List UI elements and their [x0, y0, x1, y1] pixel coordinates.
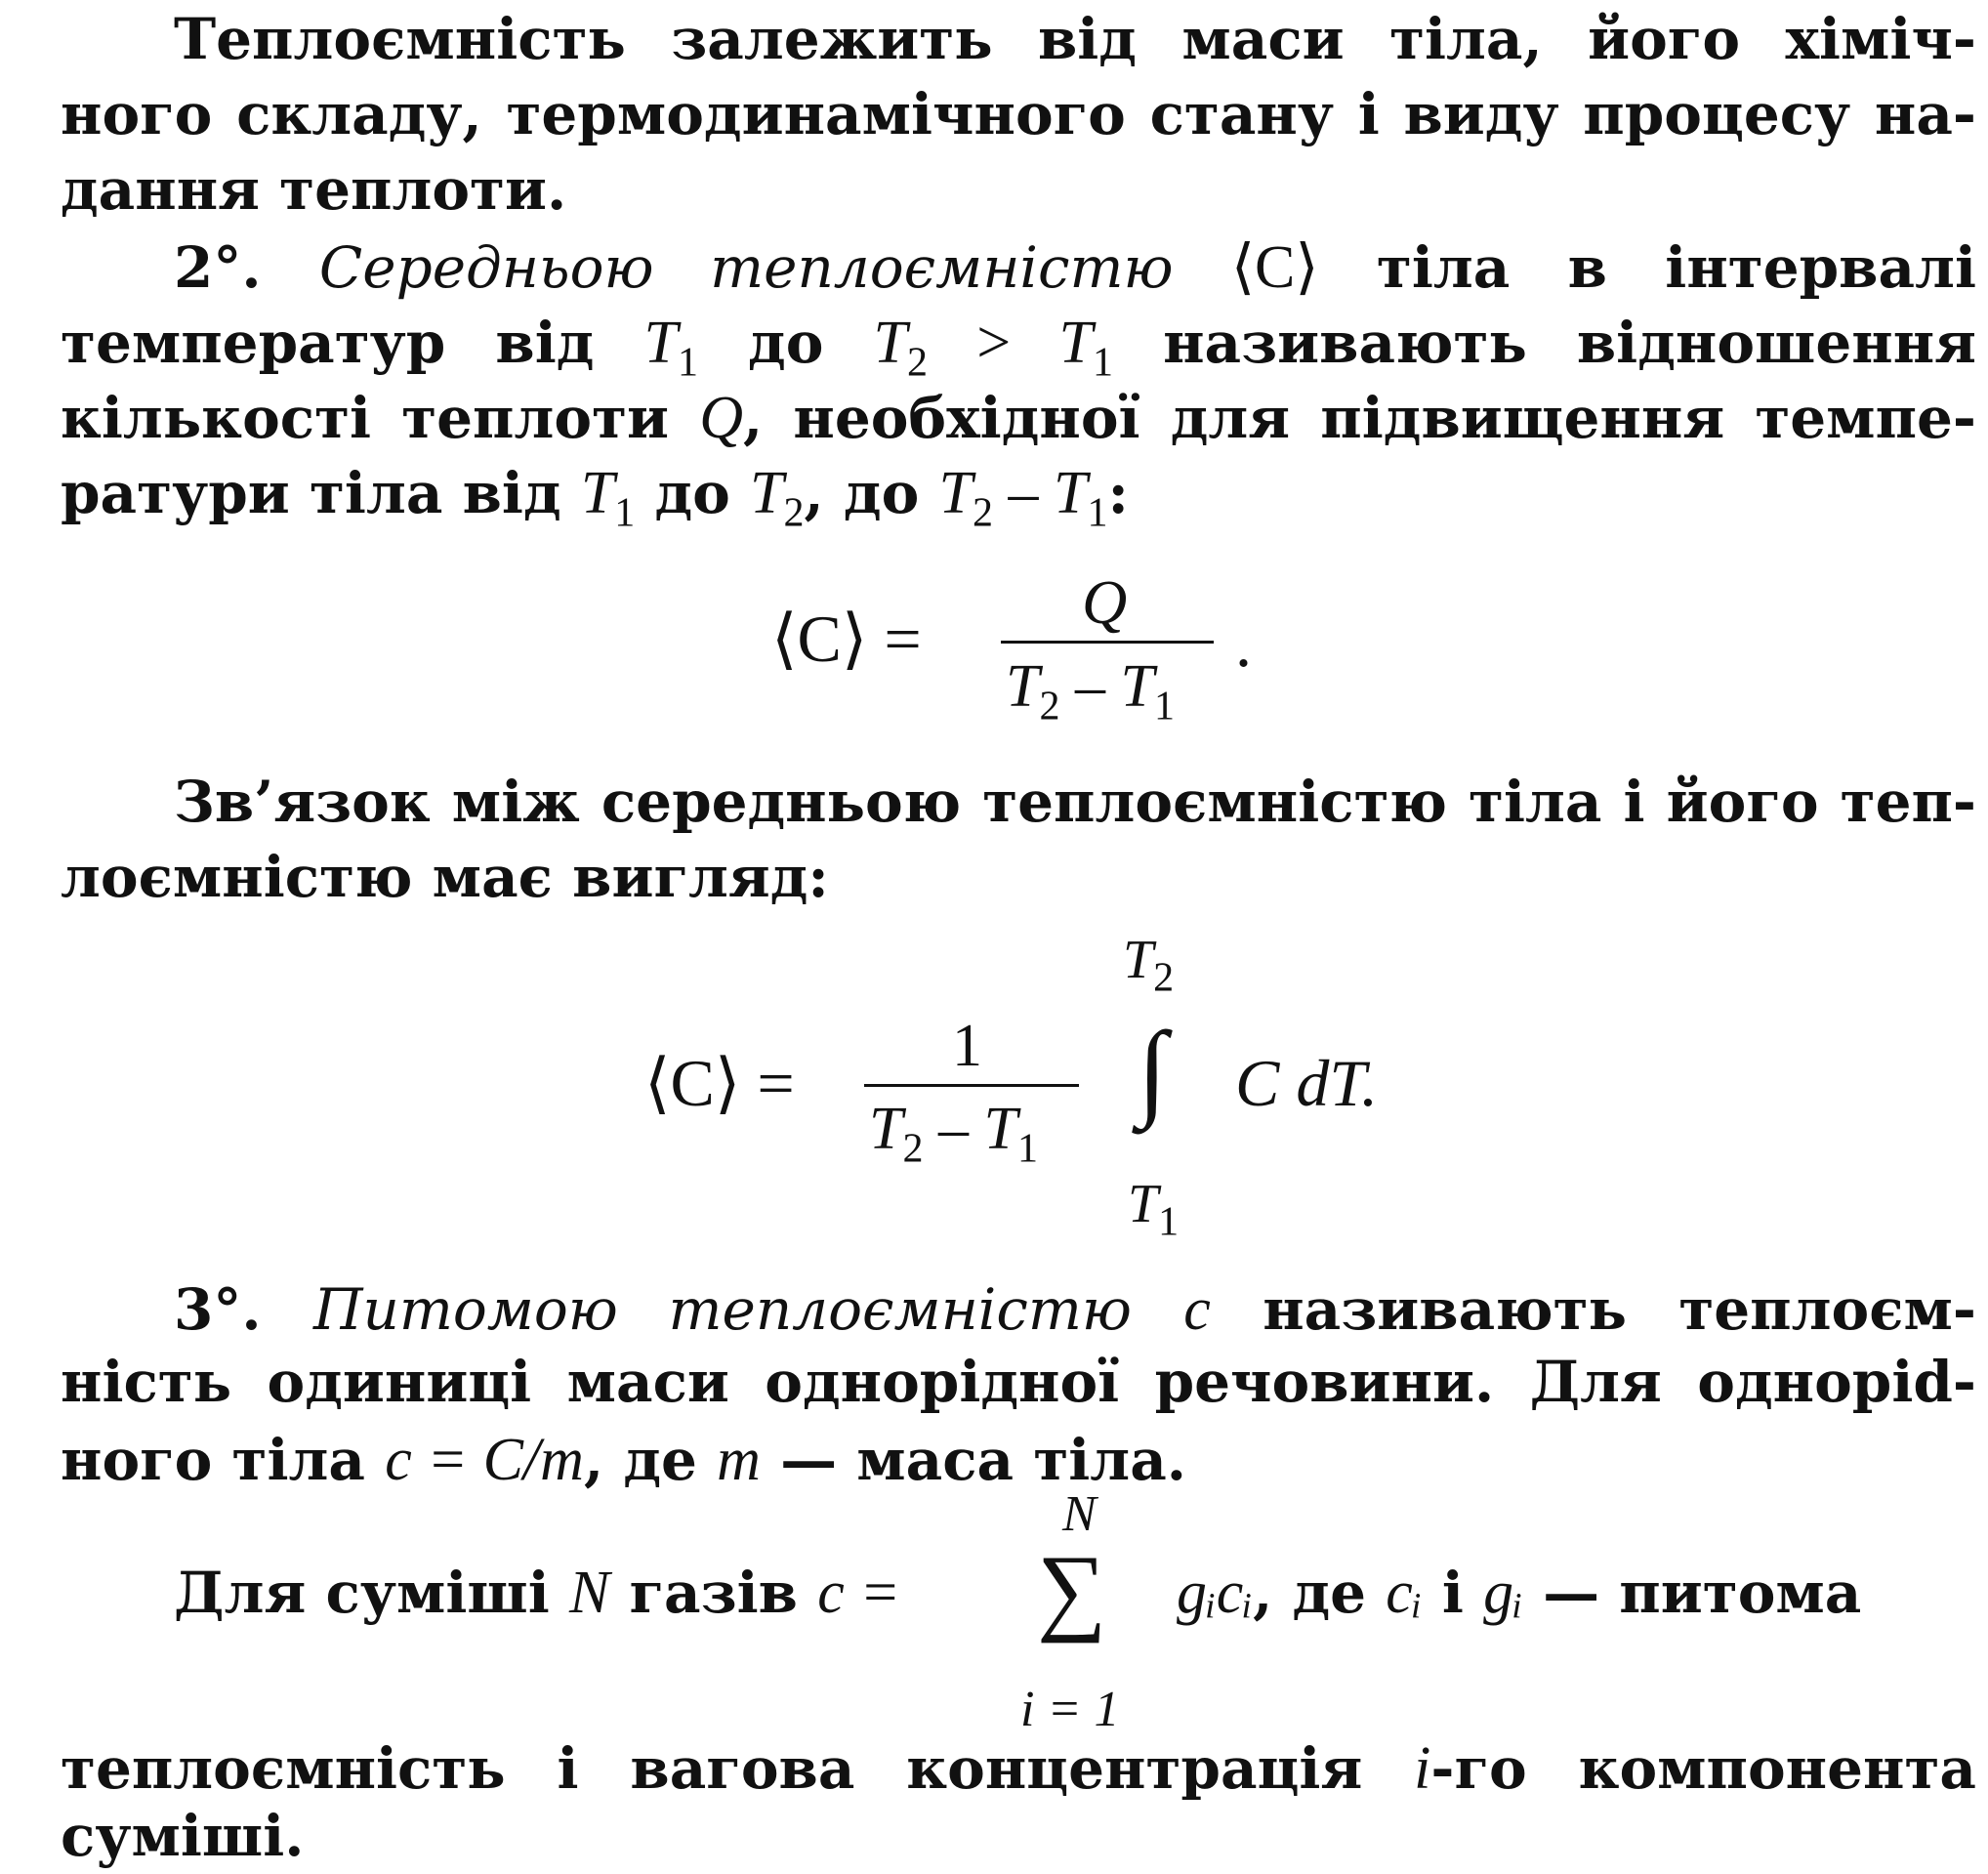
s2-line4: ратури тіла від $T_1$ до $T_2$, до $T_2 - T_1$: — [61, 460, 1129, 536]
s3-line2: ність одиниці маси однорідної речовини. Для одноріd- — [61, 1349, 1976, 1415]
s3-line3: ного тіла c = C/m, де m — маса тіла. — [61, 1427, 1186, 1493]
p3-line1: Для суміші N газів c = — [174, 1560, 901, 1626]
s2-line2: температур від $T_1$ до $T_2 > T_1$ називають відношення — [61, 310, 1976, 386]
s3-line1: 3°. Питомою теплоємністю c називають теплоєм- — [174, 1276, 1976, 1343]
p3-line1-tail: gᵢcᵢ, де cᵢ і gᵢ — питома — [1177, 1560, 1862, 1626]
p3-line2: теплоємність і вагова концентрація i-го компонента — [61, 1735, 1976, 1802]
p3-line3: суміші. — [61, 1803, 305, 1869]
p2-line2: лоємністю має вигляд: — [61, 844, 829, 910]
p1-line2: ного складу, термодинамічного стану і виду процесу на- — [61, 81, 1976, 147]
s2-line1: 2°. Середньою теплоємністю ⟨C⟩ тіла в інтервалі — [174, 234, 1976, 301]
sum-sign: ∑ — [1037, 1535, 1107, 1644]
section-number: 2°. — [174, 234, 262, 301]
defined-term: Середньою теплоємністю — [318, 234, 1174, 301]
p1-line1: Теплоємність залежить від маси тіла, його хіміч- — [174, 6, 1976, 72]
p2-line1: Зв’язок між середньою теплоємністю тіла і його теп- — [174, 769, 1976, 835]
integral-sign: ∫ — [1138, 1010, 1168, 1129]
s2-line3: кількості теплоти Q, необхідної для підвищення темпе- — [61, 385, 1976, 451]
p1-line3: дання теплоти. — [61, 156, 567, 223]
section-number: 3°. — [174, 1276, 262, 1343]
document-page: Теплоємність залежить від маси тіла, його хіміч- ного складу, термодинамічного стану і виду процесу на- дання теплоти. 2°. Середньою теплоємністю ⟨C⟩ тіла в інтервалі температур від $T_1$ до $T_2 > T_1$ називають відношення кількості теплоти Q, необхідної для підвищення темпе- ратури тіла від $T_1$ до $T_2$, до $T_2 - T_1$: ⟨C⟩ = Q $T_2 - T_1$ . Зв’язок між середньою теплоємністю тіла і його теп- лоємністю має вигляд: $T_2$ ⟨C⟩ = 1 $T_2 - T_1$ ∫ $T_1$ C dT. 3°. Питомою теплоємністю c називають теплоєм- ність одиниці маси однорідної речовини. Для одноріd- ного тіла c = C/m, де m — маса тіла. N ∑ i = 1 Для суміші N газів c = gᵢcᵢ, де cᵢ і gᵢ — питома теплоємність і вагова концентрація i-го компонента суміші. — [0, 0, 1988, 1865]
defined-term: Питомою теплоємністю — [312, 1276, 1132, 1343]
